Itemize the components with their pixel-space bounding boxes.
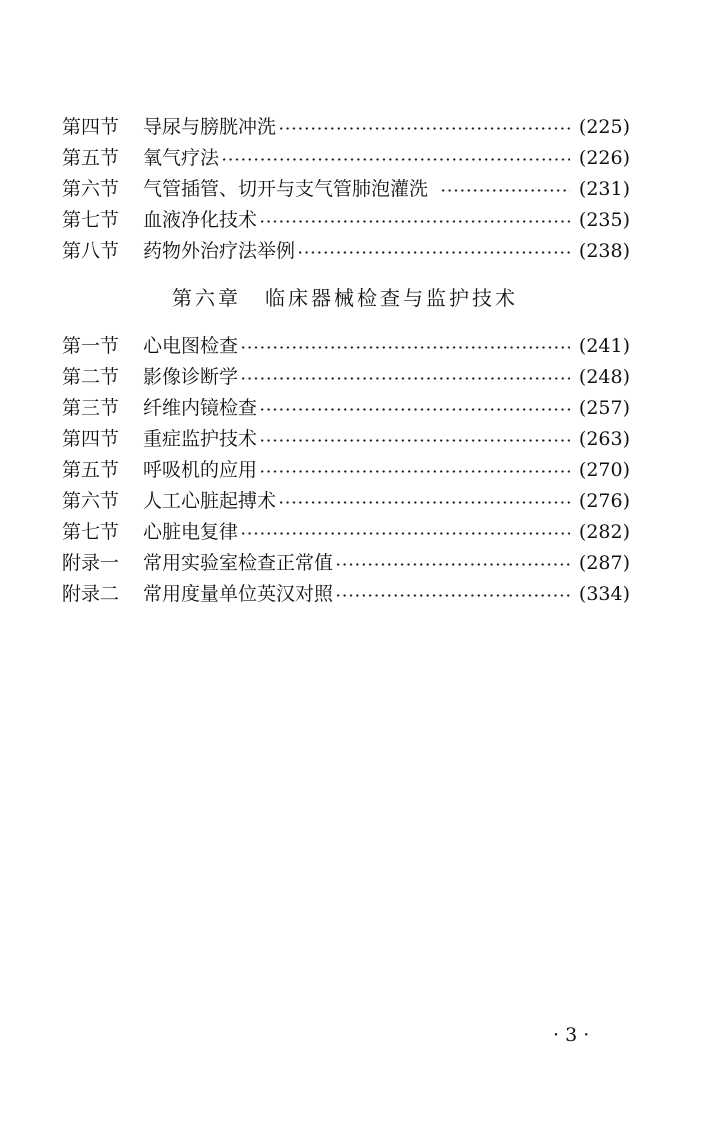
page-reference: (270) bbox=[578, 459, 630, 481]
leader-dots bbox=[440, 174, 570, 205]
section-number: 第七节 bbox=[62, 521, 120, 543]
section-number: 第六节 bbox=[62, 178, 120, 200]
page-reference: (257) bbox=[578, 397, 630, 419]
leader-dots bbox=[278, 486, 570, 517]
section-number: 第四节 bbox=[62, 428, 120, 450]
chapter-number: 第六章 bbox=[172, 286, 241, 310]
leader-dots bbox=[278, 112, 570, 143]
leader-dots bbox=[240, 362, 570, 393]
leader-dots bbox=[335, 579, 570, 610]
section-number: 第七节 bbox=[62, 209, 120, 231]
section-title: 呼吸机的应用 bbox=[143, 459, 258, 481]
section-number: 第一节 bbox=[62, 335, 120, 357]
page-reference: (276) bbox=[578, 490, 630, 512]
section-title: 心电图检查 bbox=[143, 335, 239, 357]
page-reference: (263) bbox=[578, 428, 630, 450]
section-title: 血液净化技术 bbox=[143, 209, 258, 231]
leader-dots bbox=[221, 143, 570, 174]
toc-entry bbox=[62, 393, 630, 424]
page-reference: (238) bbox=[578, 240, 630, 262]
section-number: 第四节 bbox=[62, 116, 120, 138]
page-reference: (231) bbox=[578, 178, 630, 200]
toc-entry bbox=[62, 143, 630, 174]
appendix-number: 附录一 bbox=[62, 552, 120, 574]
section-number: 第五节 bbox=[62, 459, 120, 481]
section-number: 第三节 bbox=[62, 397, 120, 419]
toc-entry bbox=[62, 174, 630, 205]
toc-entry bbox=[62, 112, 630, 143]
toc-list-chapter-6 bbox=[62, 331, 630, 610]
leader-dots bbox=[297, 236, 570, 267]
toc-entry bbox=[62, 362, 630, 393]
appendix-title: 常用实验室检查正常值 bbox=[143, 552, 334, 574]
page-reference: (241) bbox=[578, 335, 630, 357]
toc-entry bbox=[62, 205, 630, 236]
leader-dots bbox=[335, 548, 570, 579]
page-reference: (248) bbox=[578, 366, 630, 388]
toc-entry bbox=[62, 455, 630, 486]
toc-entry bbox=[62, 486, 630, 517]
toc-entry-appendix bbox=[62, 579, 630, 610]
leader-dots bbox=[240, 331, 570, 362]
appendix-title: 常用度量单位英汉对照 bbox=[143, 583, 334, 605]
section-title: 气管插管、切开与支气管肺泡灌洗 bbox=[143, 178, 429, 200]
page-number: · 3 · bbox=[553, 1024, 590, 1046]
section-title: 影像诊断学 bbox=[143, 366, 239, 388]
section-title: 心脏电复律 bbox=[143, 521, 239, 543]
page-reference: (235) bbox=[578, 209, 630, 231]
page-reference: (282) bbox=[578, 521, 630, 543]
section-title: 药物外治疗法举例 bbox=[143, 240, 296, 262]
section-title: 纤维内镜检查 bbox=[143, 397, 258, 419]
leader-dots bbox=[259, 393, 570, 424]
section-number: 第八节 bbox=[62, 240, 120, 262]
toc-entry bbox=[62, 331, 630, 362]
page-reference: (334) bbox=[578, 583, 630, 605]
page-reference: (225) bbox=[578, 116, 630, 138]
toc-entry bbox=[62, 236, 630, 267]
chapter-title: 临床器械检查与监护技术 bbox=[265, 286, 518, 310]
toc-entry-appendix bbox=[62, 548, 630, 579]
chapter-heading bbox=[172, 283, 518, 314]
section-title: 人工心脏起搏术 bbox=[143, 490, 277, 512]
section-title: 重症监护技术 bbox=[143, 428, 258, 450]
section-number: 第二节 bbox=[62, 366, 120, 388]
section-title: 氧气疗法 bbox=[143, 147, 220, 169]
section-number: 第六节 bbox=[62, 490, 120, 512]
toc-entry bbox=[62, 424, 630, 455]
section-title: 导尿与膀胱冲洗 bbox=[143, 116, 277, 138]
toc-list-continued bbox=[62, 112, 630, 267]
page-reference: (287) bbox=[578, 552, 630, 574]
leader-dots bbox=[259, 424, 570, 455]
toc-entry bbox=[62, 517, 630, 548]
section-number: 第五节 bbox=[62, 147, 120, 169]
appendix-number: 附录二 bbox=[62, 583, 120, 605]
leader-dots bbox=[240, 517, 570, 548]
page-reference: (226) bbox=[578, 147, 630, 169]
leader-dots bbox=[259, 205, 570, 236]
leader-dots bbox=[259, 455, 570, 486]
